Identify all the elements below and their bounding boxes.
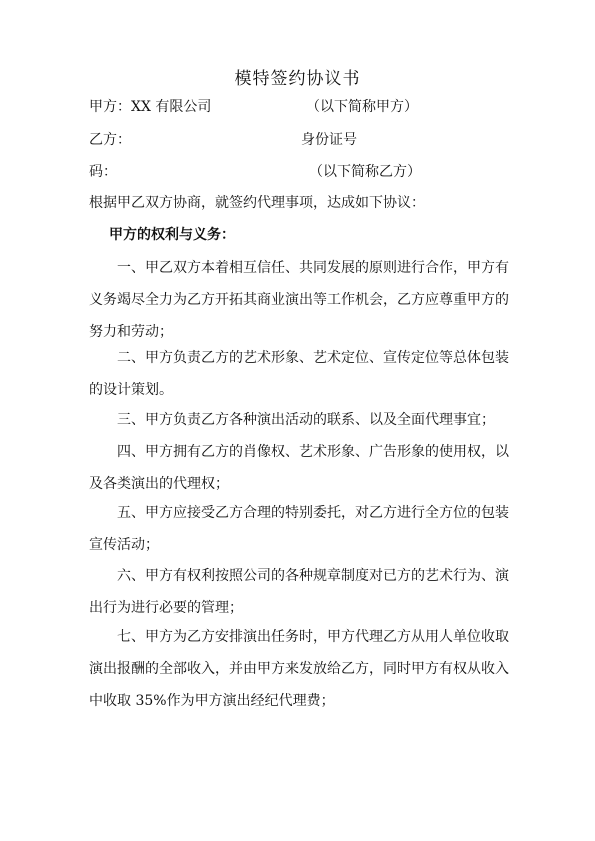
clause-4: 四、甲方拥有乙方的肖像权、艺术形象、广告形象的使用权，以及各类演出的代理权； [89,444,509,492]
party-a-name: 甲方：XX 有限公司 [89,99,212,115]
party-b-label: 乙方： [89,132,131,148]
clause-3: 三、甲方负责乙方各种演出活动的联系、以及全面代理事宜； [117,412,495,428]
party-b-alias: （以下简称乙方） [309,164,421,180]
clause-2: 二、甲方负责乙方的艺术形象、艺术定位、宣传定位等总体包装的设计策划。 [89,350,509,398]
clause-7: 七、甲方为乙方安排演出任务时，甲方代理乙方从用人单位收取演出报酬的全部收入，并由甲方来发放给乙方，同时甲方有权从收入中收取 35%作为甲方演出经纪代理费； [89,629,509,709]
intro-text: 根据甲乙双方协商，就签约代理事项，达成如下协议： [89,195,425,211]
party-a-alias: （以下简称甲方） [306,99,418,115]
id-code-label: 码： [89,164,117,180]
document-title: 模特签约协议书 [234,69,361,89]
clause-6: 六、甲方有权利按照公司的各种规章制度对已方的艺术行为、演出行为进行必要的管理； [89,568,509,616]
party-b-id-label: 身份证号 [301,132,357,148]
clause-1: 一、甲乙双方本着相互信任、共同发展的原则进行合作，甲方有义务竭尽全力为乙方开拓其商业演出等工作机会，乙方应尊重甲方的努力和劳动； [89,260,509,340]
section-heading: 甲方的权利与义务： [109,227,235,243]
clause-5: 五、甲方应接受乙方合理的特别委托，对乙方进行全方位的包装宣传活动； [89,505,509,553]
